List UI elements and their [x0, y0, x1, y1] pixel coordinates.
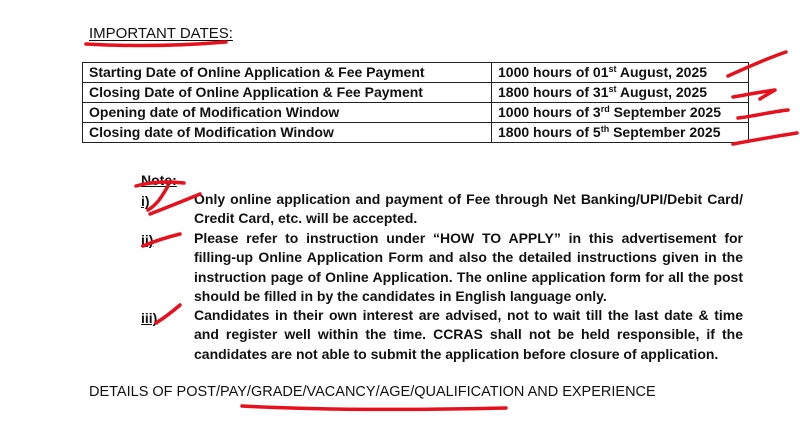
date-label: Starting Date of Online Application & Fee Payment: [83, 63, 492, 83]
note-number: i): [141, 193, 150, 209]
scribble-annotation: [150, 194, 200, 214]
table-row: [83, 83, 749, 103]
scribble-annotation: [156, 305, 180, 323]
important-dates-table: [82, 62, 749, 143]
table-row: [83, 103, 749, 123]
important-dates-heading: IMPORTANT DATES:: [89, 25, 233, 42]
date-value: 1800 hours of 31st August, 2025: [492, 83, 749, 103]
note-text: Only online application and payment of Fee through Net Banking/UPI/Debit Card/ Credit Card, etc. will be accepted.: [194, 191, 743, 227]
date-value: 1000 hours of 01st August, 2025: [492, 63, 749, 83]
underline-annotation: [242, 406, 506, 409]
note-number: iii): [141, 310, 158, 326]
date-label: Closing Date of Online Application & Fee Payment: [83, 83, 492, 103]
date-label: Opening date of Modification Window: [83, 103, 492, 123]
underline-annotation: [86, 42, 226, 45]
table-row: [83, 123, 749, 143]
scribble-annotation: [148, 186, 168, 210]
date-value: 1000 hours of 3rd September 2025: [492, 103, 749, 123]
note-number: ii): [141, 232, 154, 248]
date-value: 1800 hours of 5th September 2025: [492, 123, 749, 143]
note-text: Please refer to instruction under “HOW TO APPLY” in this advertisement for filling-up Online Application Form and also the detailed instructions given in the instruction page of Online Application. The online application form for all the post should be filled in by the candidates in English language only.: [194, 230, 743, 305]
note-title: Note:: [141, 172, 177, 188]
table-row: [83, 63, 749, 83]
details-heading: DETAILS OF POST/PAY/GRADE/VACANCY/AGE/QUALIFICATION AND EXPERIENCE: [89, 384, 656, 400]
date-label: Closing date of Modification Window: [83, 123, 492, 143]
note-text: Candidates in their own interest are advised, not to wait till the last date & time and register well within the time. CCRAS shall not be held responsible, if the candidates are not able to submit the application before closure of application.: [194, 307, 743, 362]
